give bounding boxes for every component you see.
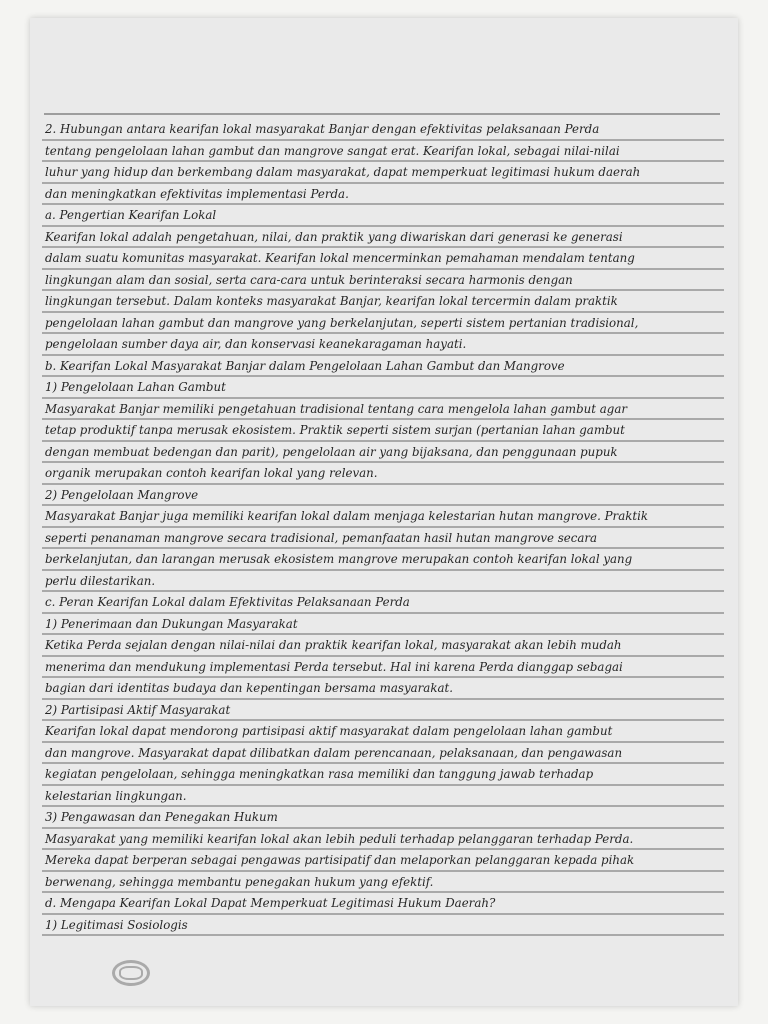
- text-line: Masyarakat Banjar juga memiliki kearifan lokal dalam menjaga kelestarian hutan mangrove. Praktik: [42, 506, 724, 528]
- section-heading: a. Pengertian Kearifan Lokal: [42, 205, 724, 227]
- subsection-heading: 1) Legitimasi Sosiologis: [42, 915, 724, 937]
- text-line: seperti penanaman mangrove secara tradisional, pemanfaatan hasil hutan mangrove secara: [42, 528, 724, 550]
- text-line: Masyarakat yang memiliki kearifan lokal akan lebih peduli terhadap pelanggaran terhadap Perda.: [42, 829, 724, 851]
- subsection-heading: 1) Pengelolaan Lahan Gambut: [42, 377, 724, 399]
- subsection-heading: 2) Partisipasi Aktif Masyarakat: [42, 700, 724, 722]
- text-line: organik merupakan contoh kearifan lokal yang relevan.: [42, 463, 724, 485]
- text-line: berwenang, sehingga membantu penegakan hukum yang efektif.: [42, 872, 724, 894]
- text-line: Mereka dapat berperan sebagai pengawas partisipatif dan melaporkan pelanggaran kepada pihak: [42, 850, 724, 872]
- top-rule: [44, 113, 720, 115]
- text-line: dalam suatu komunitas masyarakat. Kearifan lokal mencerminkan pemahaman mendalam tentang: [42, 248, 724, 270]
- text-line: berkelanjutan, dan larangan merusak ekosistem mangrove merupakan contoh kearifan lokal yang: [42, 549, 724, 571]
- stamp-logo-inner: [119, 966, 143, 980]
- text-line: 2. Hubungan antara kearifan lokal masyarakat Banjar dengan efektivitas pelaksanaan Perda: [42, 119, 724, 141]
- text-line: tentang pengelolaan lahan gambut dan mangrove sangat erat. Kearifan lokal, sebagai nilai-nilai: [42, 141, 724, 163]
- handwritten-text-block: [42, 119, 724, 936]
- text-line: lingkungan tersebut. Dalam konteks masyarakat Banjar, kearifan lokal tercermin dalam praktik: [42, 291, 724, 313]
- text-line: dan meningkatkan efektivitas implementasi Perda.: [42, 184, 724, 206]
- text-line: perlu dilestarikan.: [42, 571, 724, 593]
- stamp-logo: [112, 960, 150, 986]
- text-line: luhur yang hidup dan berkembang dalam masyarakat, dapat memperkuat legitimasi hukum daerah: [42, 162, 724, 184]
- subsection-heading: 2) Pengelolaan Mangrove: [42, 485, 724, 507]
- text-line: kelestarian lingkungan.: [42, 786, 724, 808]
- text-line: pengelolaan sumber daya air, dan konservasi keanekaragaman hayati.: [42, 334, 724, 356]
- text-line: Kearifan lokal dapat mendorong partisipasi aktif masyarakat dalam pengelolaan lahan gambut: [42, 721, 724, 743]
- text-line: lingkungan alam dan sosial, serta cara-cara untuk berinteraksi secara harmonis dengan: [42, 270, 724, 292]
- text-line: bagian dari identitas budaya dan kepentingan bersama masyarakat.: [42, 678, 724, 700]
- text-line: dan mangrove. Masyarakat dapat dilibatkan dalam perencanaan, pelaksanaan, dan pengawasan: [42, 743, 724, 765]
- text-line: Kearifan lokal adalah pengetahuan, nilai, dan praktik yang diwariskan dari generasi ke generasi: [42, 227, 724, 249]
- text-line: tetap produktif tanpa merusak ekosistem. Praktik seperti sistem surjan (pertanian lahan gambut: [42, 420, 724, 442]
- text-line: menerima dan mendukung implementasi Perda tersebut. Hal ini karena Perda dianggap sebagai: [42, 657, 724, 679]
- text-line: pengelolaan lahan gambut dan mangrove yang berkelanjutan, seperti sistem pertanian tradisional,: [42, 313, 724, 335]
- section-heading: b. Kearifan Lokal Masyarakat Banjar dalam Pengelolaan Lahan Gambut dan Mangrove: [42, 356, 724, 378]
- notebook-page: [30, 18, 738, 1006]
- section-heading: d. Mengapa Kearifan Lokal Dapat Memperkuat Legitimasi Hukum Daerah?: [42, 893, 724, 915]
- text-line: kegiatan pengelolaan, sehingga meningkatkan rasa memiliki dan tanggung jawab terhadap: [42, 764, 724, 786]
- subsection-heading: 3) Pengawasan dan Penegakan Hukum: [42, 807, 724, 829]
- subsection-heading: 1) Penerimaan dan Dukungan Masyarakat: [42, 614, 724, 636]
- text-line: Masyarakat Banjar memiliki pengetahuan tradisional tentang cara mengelola lahan gambut agar: [42, 399, 724, 421]
- section-heading: c. Peran Kearifan Lokal dalam Efektivitas Pelaksanaan Perda: [42, 592, 724, 614]
- text-line: dengan membuat bedengan dan parit), pengelolaan air yang bijaksana, dan penggunaan pupuk: [42, 442, 724, 464]
- text-line: Ketika Perda sejalan dengan nilai-nilai dan praktik kearifan lokal, masyarakat akan lebih mudah: [42, 635, 724, 657]
